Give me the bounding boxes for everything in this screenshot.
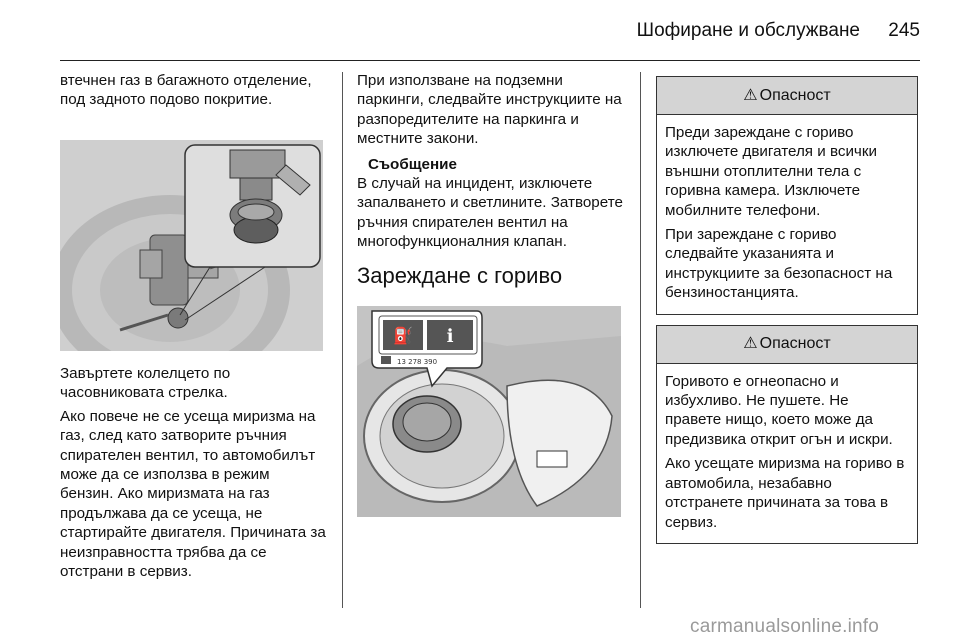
watermark: carmanualsonline.info — [690, 616, 880, 637]
warning-box — [656, 76, 918, 315]
warning-text: Ако усещате миризма на гориво в автомобила, незабавно отстранете причината за това в сервиз. — [665, 455, 905, 531]
gas-valve-drawing — [60, 140, 323, 351]
body-text: Ако повече не се усеща миризма на газ, след като затворите ръчния спирателен вентил, то автомобилът може да се използва в режим бензин. Ако миризмата на газ продължава да се усеща, не стартирайте двигателя. Причината за неизправността трябва да се отстрани в сервиз. — [60, 407, 326, 581]
page-number: 245 — [888, 20, 920, 41]
warning-text: Горивото е огнеопасно и избухливо. Не пушете. Не правете нищо, което може да предизвика открит огън и искри. — [665, 372, 893, 448]
fuel-flap-illustration — [357, 306, 621, 517]
svg-text:⛽: ⛽ — [393, 326, 413, 345]
warning-text: При зареждане с гориво следвайте указанията и инструкциите за безопасност на бензиностанцията. — [665, 226, 893, 302]
column-divider — [640, 72, 641, 608]
instruction-text: Завъртете колелцето по часовниковата стрелка. — [60, 365, 231, 402]
column-2 — [357, 71, 625, 290]
note-body: В случай на инцидент, изключете запалването и светлините. Затворете ръчния спирателен вентил на многофункционалния клапан. — [357, 175, 623, 251]
header-rule — [60, 60, 920, 61]
warning-body — [657, 115, 917, 314]
header-title: Шофиране и обслужване — [636, 20, 860, 41]
body-text: При използване на подземни паркинги, следвайте инструкциите на разпоредителите на паркинга и местните закони. — [357, 72, 622, 148]
svg-text:ℹ: ℹ — [446, 326, 454, 347]
label-code: 13 278 390 — [397, 358, 438, 366]
intro-text: втечнен газ в багажното отделение, под задното подово покритие. — [60, 72, 312, 109]
section-heading: Зареждане с гориво — [357, 262, 563, 288]
warning-text: Преди зареждане с гориво изключете двигателя и всички външни отоплителни тела с горивна камера. Изключете мобилните телефони. — [665, 124, 877, 219]
note-block — [357, 155, 625, 252]
warning-body — [657, 364, 917, 543]
warning-header — [657, 326, 917, 364]
column-1-lower — [60, 364, 326, 585]
warning-box — [656, 325, 918, 544]
gas-valve-illustration — [60, 140, 323, 351]
fuel-flap-drawing — [357, 306, 621, 517]
warning-triangle-icon: ⚠ — [743, 86, 758, 104]
column-divider — [342, 72, 343, 608]
column-3 — [656, 76, 918, 554]
column-1 — [60, 71, 326, 114]
warning-triangle-icon: ⚠ — [743, 335, 758, 353]
warning-title: Опасност — [759, 335, 831, 353]
warning-header — [657, 77, 917, 115]
warning-title: Опасност — [759, 86, 831, 104]
note-title: Съобщение — [368, 155, 457, 173]
